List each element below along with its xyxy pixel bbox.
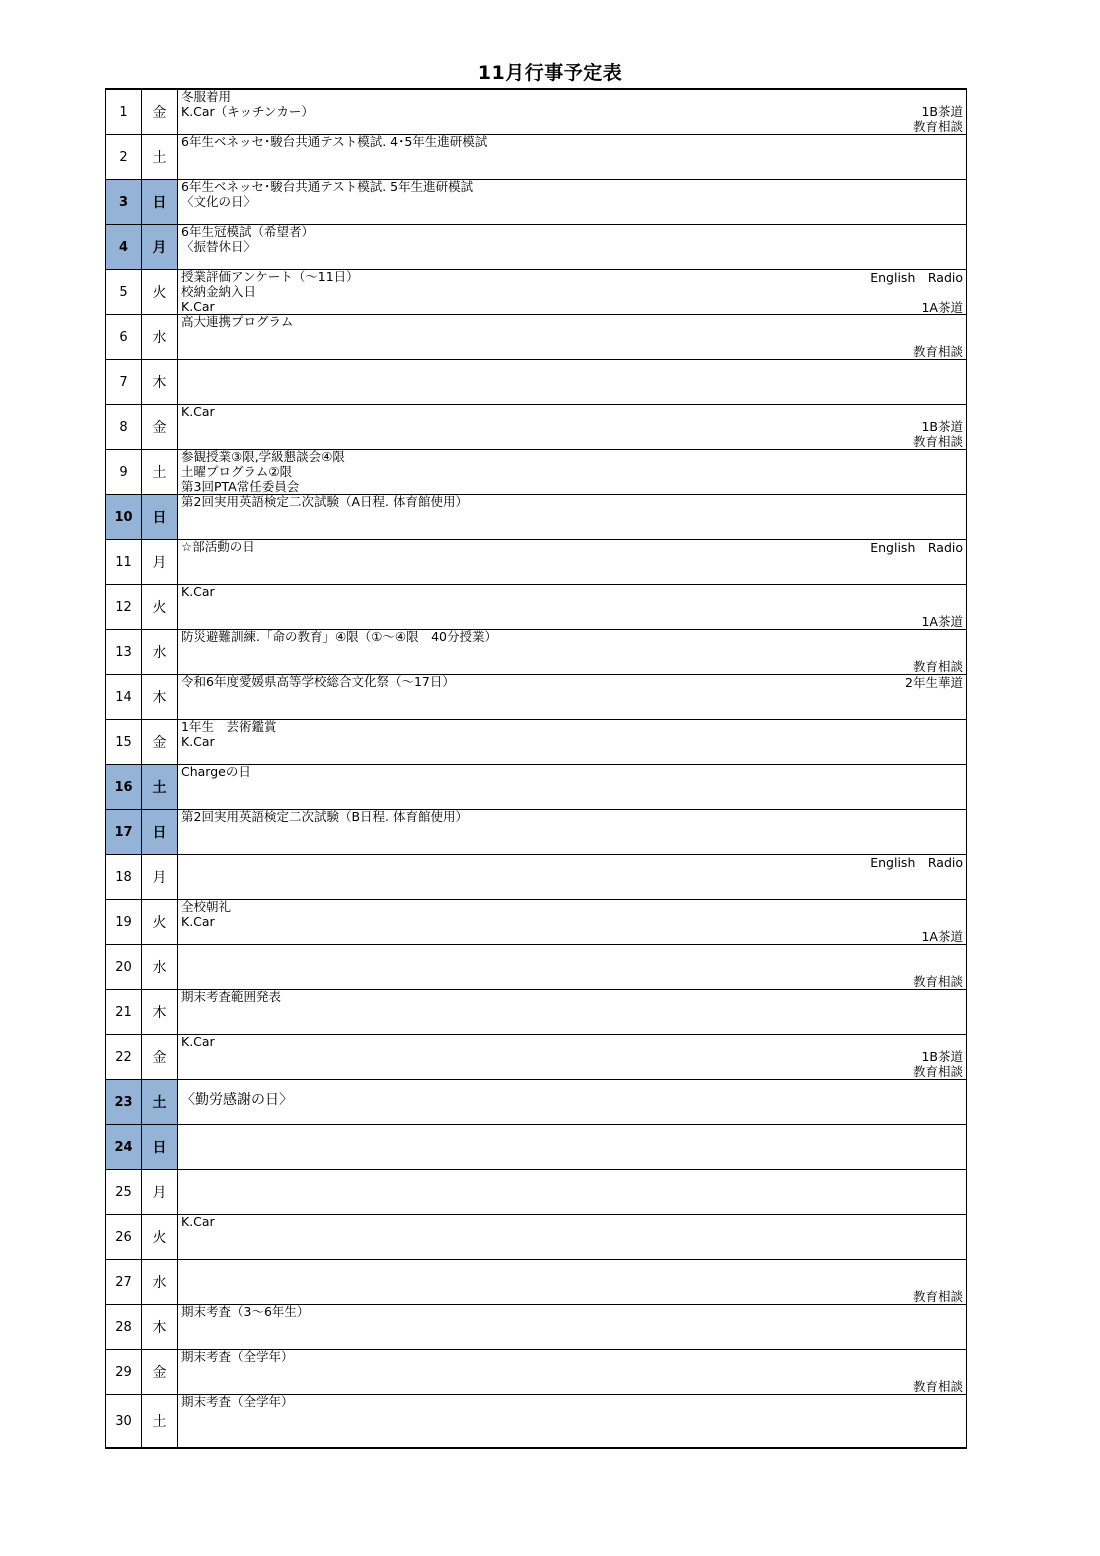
event-list [181, 224, 314, 254]
side-note: English Radio [870, 270, 963, 285]
weekday-cell: 金 [142, 720, 178, 765]
side-note: 1A茶道 [921, 614, 963, 629]
side-note-list [913, 659, 963, 674]
side-note: 教育相談 [912, 1289, 963, 1304]
weekday-cell: 金 [142, 1350, 178, 1395]
weekday-cell: 土 [142, 135, 178, 180]
day-cell: 23 [106, 1080, 142, 1125]
weekday-cell: 日 [142, 495, 178, 540]
day-cell: 7 [106, 360, 142, 405]
event-line: 令和6年度愛媛県高等学校総合文化祭（～17日） [181, 674, 455, 689]
event-list [181, 1214, 215, 1229]
event-line: K.Car [181, 299, 215, 314]
table-row [106, 675, 967, 720]
day-cell: 14 [106, 675, 142, 720]
events-cell [178, 900, 967, 945]
table-row [106, 495, 967, 540]
side-note: 教育相談 [912, 344, 963, 359]
side-note-list [913, 1289, 963, 1304]
event-line: 参観授業③限,学級懇談会④限 [181, 449, 345, 464]
event-list [181, 449, 345, 494]
table-row [106, 585, 967, 630]
table-row [106, 810, 967, 855]
day-cell: 29 [106, 1350, 142, 1395]
event-line: 第2回実用英語検定二次試験（B日程. 体育館使用） [181, 809, 468, 824]
table-row [106, 990, 967, 1035]
event-line: K.Car [181, 1034, 215, 1049]
day-cell: 25 [106, 1170, 142, 1215]
day-cell: 24 [106, 1125, 142, 1170]
events-cell [178, 180, 967, 225]
event-line: 全校朝礼 [181, 899, 232, 914]
event-line: K.Car [181, 404, 215, 419]
events-cell [178, 1260, 967, 1305]
weekday-cell: 火 [142, 585, 178, 630]
weekday-cell: 土 [142, 765, 178, 810]
event-line: 高大連携プログラム [181, 314, 294, 329]
event-line: 授業評価アンケート（～11日） [181, 269, 359, 284]
event-line: 冬服着用 [181, 89, 232, 104]
event-line: 期末考査（全学年） [181, 1349, 294, 1364]
event-list [181, 269, 359, 314]
table-row [106, 405, 967, 450]
events-cell [178, 360, 967, 405]
events-cell [178, 945, 967, 990]
events-cell [178, 1170, 967, 1215]
weekday-cell: 水 [142, 630, 178, 675]
events-cell [178, 89, 967, 135]
side-note [870, 285, 963, 300]
table-row [106, 360, 967, 405]
event-line: K.Car [181, 914, 215, 929]
weekday-cell: 土 [142, 1395, 178, 1449]
weekday-cell: 火 [142, 270, 178, 315]
event-list [181, 1034, 215, 1049]
event-list [181, 1304, 309, 1319]
event-line: 校納金納入日 [181, 284, 257, 299]
side-note: 1B茶道 [921, 1049, 963, 1064]
table-row [106, 1170, 967, 1215]
table-row [106, 630, 967, 675]
side-note: 2年生華道 [905, 675, 963, 690]
side-note-list [913, 419, 963, 449]
day-cell: 20 [106, 945, 142, 990]
events-cell [178, 1305, 967, 1350]
day-cell: 5 [106, 270, 142, 315]
weekday-cell: 水 [142, 945, 178, 990]
event-line: 〈勤労感謝の日〉 [181, 1092, 293, 1108]
side-note-list [921, 929, 963, 944]
events-cell [178, 405, 967, 450]
side-note: 教育相談 [912, 659, 963, 674]
weekday-cell: 月 [142, 540, 178, 585]
day-cell: 18 [106, 855, 142, 900]
events-cell [178, 1080, 967, 1125]
weekday-cell: 土 [142, 450, 178, 495]
day-cell: 12 [106, 585, 142, 630]
events-cell [178, 585, 967, 630]
schedule-body [106, 89, 967, 1448]
weekday-cell: 火 [142, 1215, 178, 1260]
weekday-cell: 月 [142, 225, 178, 270]
day-cell: 4 [106, 225, 142, 270]
day-cell: 19 [106, 900, 142, 945]
event-list [181, 1349, 294, 1364]
side-note: 1A茶道 [921, 929, 963, 944]
day-cell: 15 [106, 720, 142, 765]
table-row [106, 450, 967, 495]
side-note-list [913, 104, 963, 134]
day-cell: 3 [106, 180, 142, 225]
day-cell: 8 [106, 405, 142, 450]
table-row [106, 315, 967, 360]
day-cell: 30 [106, 1395, 142, 1449]
event-line: 土曜プログラム②限 [181, 464, 293, 479]
day-cell: 21 [106, 990, 142, 1035]
event-list [181, 674, 455, 689]
side-note-list [913, 1049, 963, 1079]
events-cell [178, 1395, 967, 1449]
side-note: 教育相談 [912, 1379, 963, 1394]
side-note-list [921, 614, 963, 629]
events-cell [178, 495, 967, 540]
table-row [106, 855, 967, 900]
events-cell [178, 720, 967, 765]
event-list [181, 764, 251, 779]
event-line: 第3回PTA常任委員会 [181, 479, 300, 494]
table-row [106, 225, 967, 270]
event-line: K.Car [181, 584, 215, 599]
events-cell [178, 765, 967, 810]
day-cell: 22 [106, 1035, 142, 1080]
table-row [106, 540, 967, 585]
event-list [181, 629, 497, 644]
side-note-list [913, 974, 963, 989]
weekday-cell: 日 [142, 810, 178, 855]
table-row [106, 900, 967, 945]
side-note-list [913, 344, 963, 359]
side-note: 教育相談 [912, 119, 963, 134]
event-line: 〈振替休日〉 [181, 239, 257, 254]
events-cell [178, 270, 967, 315]
events-cell [178, 810, 967, 855]
event-list [181, 719, 276, 749]
table-row [106, 1080, 967, 1125]
side-note-list [870, 540, 963, 555]
event-line: K.Car [181, 1214, 215, 1229]
day-cell: 26 [106, 1215, 142, 1260]
event-list [181, 899, 231, 929]
event-list [181, 1093, 293, 1108]
events-cell [178, 225, 967, 270]
events-cell [178, 675, 967, 720]
events-cell [178, 315, 967, 360]
table-row [106, 1350, 967, 1395]
table-row [106, 270, 967, 315]
event-list [181, 584, 215, 599]
day-cell: 11 [106, 540, 142, 585]
event-list [181, 989, 281, 1004]
table-row [106, 1260, 967, 1305]
event-line: 6年生ベネッセ･駿台共通テスト模試. 5年生進研模試 [181, 179, 474, 194]
event-list [181, 314, 293, 329]
event-list [181, 89, 314, 119]
event-line: K.Car（キッチンカー） [181, 104, 314, 119]
event-line: 第2回実用英語検定二次試験（A日程. 体育館使用） [181, 494, 468, 509]
event-line: 期末考査範囲発表 [181, 989, 282, 1004]
event-line: 6年生冠模試（希望者） [181, 224, 314, 239]
events-cell [178, 450, 967, 495]
side-note: 1B茶道 [921, 104, 963, 119]
weekday-cell: 月 [142, 1170, 178, 1215]
side-note: 教育相談 [912, 434, 963, 449]
event-line: 期末考査（全学年） [181, 1394, 294, 1409]
event-line: K.Car [181, 734, 215, 749]
weekday-cell: 金 [142, 405, 178, 450]
event-line: 1年生 芸術鑑賞 [181, 719, 277, 734]
day-cell: 6 [106, 315, 142, 360]
day-cell: 17 [106, 810, 142, 855]
events-cell [178, 1125, 967, 1170]
weekday-cell: 金 [142, 89, 178, 135]
event-line: 防災避難訓練.「命の教育」④限（①～④限 40分授業） [181, 629, 497, 644]
schedule-table [105, 88, 967, 1449]
day-cell: 13 [106, 630, 142, 675]
event-line: 6年生ベネッセ･駿台共通テスト模試. 4･5年生進研模試 [181, 134, 488, 149]
day-cell: 27 [106, 1260, 142, 1305]
event-line: 〈文化の日〉 [181, 194, 257, 209]
table-row [106, 180, 967, 225]
events-cell [178, 630, 967, 675]
side-note: 教育相談 [912, 1064, 963, 1079]
event-list [181, 1394, 294, 1409]
table-row [106, 1035, 967, 1080]
day-cell: 28 [106, 1305, 142, 1350]
events-cell [178, 1215, 967, 1260]
weekday-cell: 木 [142, 360, 178, 405]
weekday-cell: 火 [142, 900, 178, 945]
side-note: 1A茶道 [921, 300, 963, 315]
events-cell [178, 855, 967, 900]
page-title: 11月行事予定表 [477, 62, 623, 84]
side-note: 教育相談 [912, 974, 963, 989]
table-row [106, 1215, 967, 1260]
day-cell: 10 [106, 495, 142, 540]
day-cell: 9 [106, 450, 142, 495]
table-row [106, 1395, 967, 1449]
side-note: 1B茶道 [921, 419, 963, 434]
table-row [106, 1125, 967, 1170]
side-note-list [870, 855, 963, 870]
event-list [181, 539, 255, 554]
table-row [106, 765, 967, 810]
side-note-list [913, 1379, 963, 1394]
event-list [181, 179, 473, 209]
event-line: ☆部活動の日 [181, 539, 255, 554]
side-note-list [905, 675, 963, 690]
weekday-cell: 日 [142, 180, 178, 225]
weekday-cell: 水 [142, 1260, 178, 1305]
day-cell: 16 [106, 765, 142, 810]
day-cell: 1 [106, 89, 142, 135]
events-cell [178, 135, 967, 180]
side-note: English Radio [870, 540, 963, 555]
event-line: 期末考査（3～6年生） [181, 1304, 310, 1319]
weekday-cell: 木 [142, 990, 178, 1035]
event-list [181, 404, 215, 419]
weekday-cell: 木 [142, 675, 178, 720]
weekday-cell: 土 [142, 1080, 178, 1125]
events-cell [178, 990, 967, 1035]
day-cell: 2 [106, 135, 142, 180]
side-note-list [870, 270, 963, 315]
table-row [106, 1305, 967, 1350]
event-list [181, 494, 468, 509]
event-list [181, 809, 468, 824]
side-note: English Radio [870, 855, 963, 870]
weekday-cell: 水 [142, 315, 178, 360]
table-row [106, 945, 967, 990]
weekday-cell: 木 [142, 1305, 178, 1350]
table-row [106, 135, 967, 180]
table-row [106, 720, 967, 765]
events-cell [178, 1350, 967, 1395]
events-cell [178, 540, 967, 585]
event-line: Chargeの日 [181, 764, 251, 779]
weekday-cell: 月 [142, 855, 178, 900]
weekday-cell: 日 [142, 1125, 178, 1170]
event-list [181, 134, 487, 149]
table-row [106, 89, 967, 135]
weekday-cell: 金 [142, 1035, 178, 1080]
events-cell [178, 1035, 967, 1080]
